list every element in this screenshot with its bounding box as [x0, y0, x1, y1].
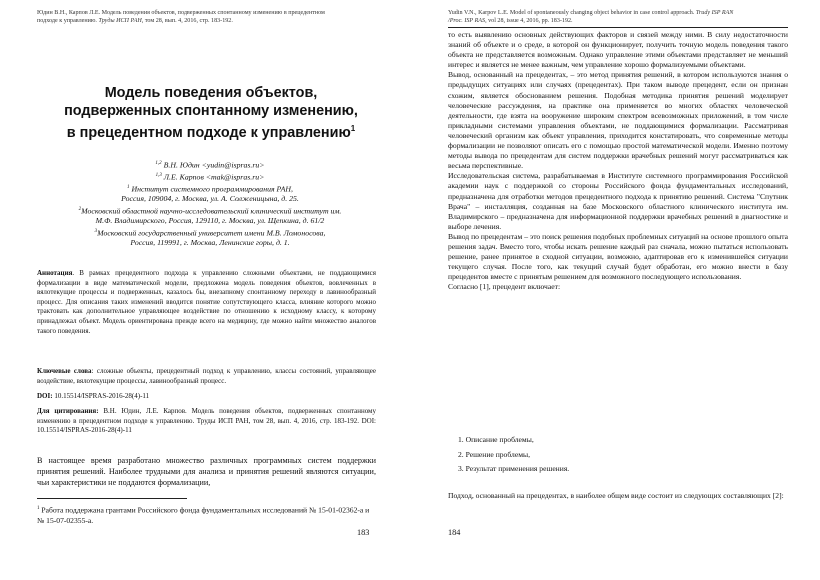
page-number-left: 183 [357, 528, 370, 537]
paragraph-6: Подход, основанный на прецедентах, в наиболее общем виде состоит из следующих составляющих [2]: [448, 491, 784, 500]
affiliation-1: $^1$ Институт системного программирования РАН, Россия, 109004, г. Москва, ул. А. Солженицына, д. 25. [121, 184, 299, 204]
paragraph-2: Вывод, основанный на прецедентах, – это метод принятия решений, в котором используются знания о предыдущих ситуациях или случаях (прецедентах). При таком выводе прецедент, если он признан схожим, является обоснованием решения. Подобная методика принятия решений моделирует человеческие рассуждения, на практике она применяется во многих областях человеческой деятельности, где взята на вооружение широким спектром всевозможных приложений, в том числе прикладными системами управления объектами, не поддающимися формализации. Рассматривая человеческий организм как объект управления, приходится констатировать, что современные методы формализации не позволяют описать его с помощью простой математической модели. Именно поэтому методы вывода по прецедентам для систем поддержки врачебных решений могут рассматриваться как весьма перспективные. [448, 70, 788, 171]
authors-affiliations [60, 159, 360, 249]
author-1: $^{1,2}$ В.Н. Юдин <yudin@ispras.ru> [155, 160, 265, 170]
footnote: $^1$ Работа поддержана грантами Российского фонда фундаментальных исследований № 15-01-02362-а и № 15-07-02355-а. [37, 505, 370, 525]
paper-title: Модель поведения объектов, подверженных спонтанному изменению, в прецедентном подходе к управлению$^1$ [64, 85, 358, 141]
paragraph-1: то есть выявлению основных действующих факторов и связей между ними. В силу недостаточности знаний об объекте и о среде, в которой он функционирует, получить точную модель поведения такого объекта не представляется возможным. Однако управление этими объектами представляет не меньший интерес и является не менее важным, чем управление хорошо формализуемыми объектами. [448, 30, 788, 70]
body-text [448, 30, 788, 292]
citation: Для цитирования: В.Н. Юдин, Л.Е. Карпов. Модель поведения объектов, подверженных спонтанному изменению в прецедентном подходе к управлению. Труды ИСП РАН, том 28, вып. 4, 2016, стр. 183-192. DOI: 10.15514/ISPRAS-2016-28(4)-11 [37, 407, 376, 435]
list-item: 2. Решение проблемы, [458, 449, 530, 459]
paragraph-3: Исследовательская система, разрабатываемая в Институте системного программирования Российской академии наук с поддержкой со стороны Российского фонда фундаментальных исследований, предназначена для отработки методов прецедентного подхода к принятию решений. Система "Спутник Врача" – инсталляция, созданная на базе Московского областного клинического института им. Владимирского – предназначена для информационной поддержки врачебных решений в диагностике и выборе лечения. [448, 171, 788, 231]
paragraph-5: Согласно [1], прецедент включает: [448, 282, 561, 292]
page-right [410, 0, 820, 580]
list-item: 1. Описание проблемы, [458, 435, 534, 444]
paragraph-4: Вывод по прецедентам – это поиск решения подобных проблемных ситуаций на основе прошлого опыта решения задач. Вместо того, чтобы искать решение каждый раз сначала, можно пытаться использовать решение, ранее принятое в сходной ситуации, возможно, адаптировав его к изменившейся ситуации текущего случая. После того, как текущий случай будет обработан, его можно внести в базу прецедентов вместе с принятым решением для возможного последующего использования. [448, 231, 788, 282]
page-number-right: 184 [448, 528, 461, 537]
footnote-rule [37, 498, 187, 499]
precedent-list [458, 433, 778, 477]
affiliation-3: $^3$Московский государственный университет имени М.В. Ломоносова, Россия, 119991, г. Москва, Ленинские горы, д. 1. [94, 228, 326, 248]
keywords: Ключевые слова: сложные объекты, прецедентный подход к управлению, классы состояний, управляющее воздействие, вялотекущие процессы, лавинообразный процесс. [37, 367, 376, 385]
doi: DOI: 10.15514/ISPRAS-2016-28(4)-11 [37, 392, 150, 400]
running-head-left: Юдин В.Н., Карпов Л.Е. Модель поведения объектов, подверженных спонтанному изменению в прецедентном подходе к управлению. Труды ИСП РАН, том 28, вып. 4, 2016, стр. 183-192. [37, 10, 325, 24]
header-rule [448, 27, 788, 28]
intro-paragraph: В настоящее время разработано множество различных программных систем поддержки принятия решений. Наиболее трудными для анализа и принятия решений являются ситуации, чьи характеристики не поддаются формализации, [37, 456, 376, 487]
running-head-right: Yudin V.N., Karpov L.E. Model of spontaneously changing object behavior in case control approach. Trudy ISP RAN /Proc. ISP RAS, vol 28, issue 4, 2016, pp. 183-192. [448, 10, 734, 24]
list-item: 3. Результат применения решения. [458, 464, 570, 473]
author-2: $^{1,3}$ Л.Е. Карпов <mak@ispras.ru> [155, 172, 265, 182]
abstract: Аннотация. В рамках прецедентного подхода к управлению сложными объектами, не поддающимися формализации в виде математической модели, предложена модель поведения объектов, вовлеченных в вялотекущие процессы и подверженных, казалось бы, внезапному спонтанному переходу в лавинообразный процесс. Для описания таких изменений вводится понятие сопутствующего класса, влияние которого можно трактовать как дополнительное управляющее воздействие по отношению к исходному классу, к которому принадлежал объект. Модель ориентирована прежде всего на медицину, где можно найти множество аналогов такого поведения. [37, 269, 376, 335]
affiliation-2: $^2$Московский областной научно-исследовательский клинический институт им. М.Ф. Владимирского, Россия, 129110, г. Москва, ул. Щепкина, д. 61/2 [78, 206, 342, 226]
